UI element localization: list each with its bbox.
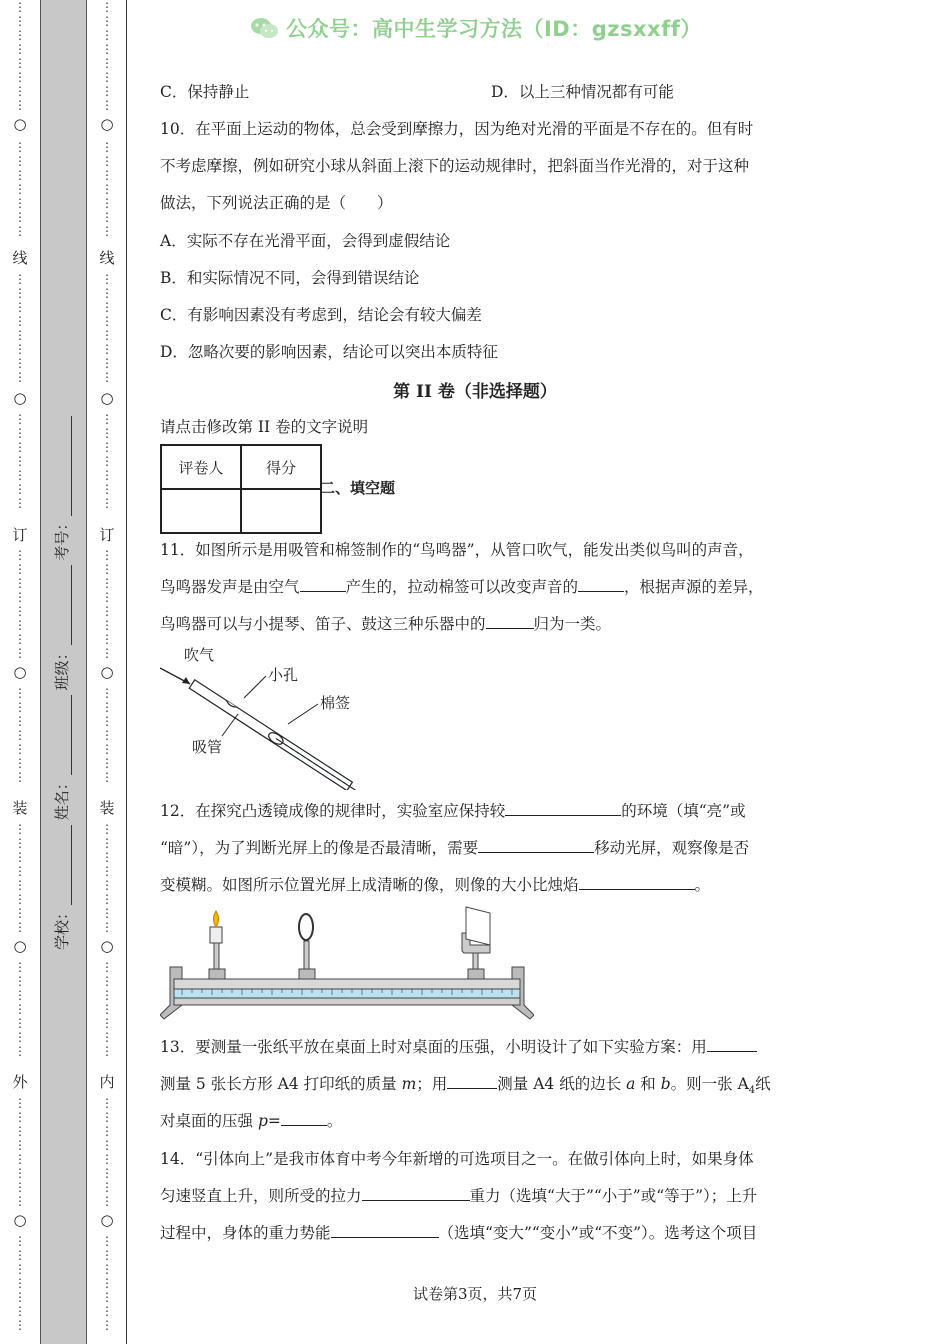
q13-text: 。则一张 A [670,1075,749,1093]
circle-mark: ○ [13,389,27,407]
header-watermark [250,10,702,46]
q11-blank-1[interactable] [300,577,346,592]
q9-option-d: D．以上三种情况都有可能 [491,83,674,101]
score-table [160,444,322,534]
q13-line-2 [160,1072,771,1096]
label-hole: 小孔 [268,666,299,684]
label-blow: 吹气 [184,646,215,664]
optical-bench-figure [160,905,534,1025]
q12-line-3 [160,873,710,895]
q14-text: 过程中，身体的重力势能 [160,1224,331,1242]
outer-mark-4: 外 [12,1073,28,1091]
binding-gutter-inner [86,0,126,1344]
q13-var-p: p [257,1112,268,1130]
label-straw: 吸管 [192,738,223,756]
q12-text: “暗”），为了判断光屏上的像是否最清晰，需要 [160,839,479,857]
straw-tube [189,680,379,790]
q13-text: 测量 A4 纸的边长 [497,1075,627,1093]
circle-mark: ○ [100,115,114,133]
q10-option-d: D．忽略次要的影响因素，结论可以突出本质特征 [160,343,498,361]
q14-text: （选填“变大”“变小”或“不变”）。选考这个项目 [438,1224,758,1242]
dotted-line: ⋮ ⋮ ⋮ ⋮ ⋮ ⋮ ⋮ [14,1234,26,1332]
q10-stem-line-3: 做法，下列说法正确的是（ ） [160,194,393,212]
inner-mark-1: 线 [99,249,115,267]
bench-rail-bottom [174,998,520,1005]
part2-note: 请点击修改第 II 卷的文字说明 [160,418,369,436]
q12-blank-3[interactable] [579,875,695,890]
q14-line-2 [160,1184,757,1206]
inner-mark-4: 内 [99,1073,115,1091]
dotted-line: ⋮ ⋮ ⋮ ⋮ ⋮ ⋮ ⋮ [101,412,113,510]
dotted-line: ⋮ ⋮ ⋮ ⋮ ⋮ ⋮ ⋮ ⋮ [14,272,26,384]
inner-mark-2: 订 [99,526,115,544]
lens-icon [299,914,315,979]
q9-option-c: C．保持静止 [160,83,250,101]
q13-var-m: m [401,1075,417,1093]
q11-blank-3[interactable] [486,614,534,629]
section-heading: 二、填空题 [320,479,396,497]
binding-strip [40,0,87,1344]
header-text: 公众号：高中生学习方法（ID：gzsxxff） [286,17,702,41]
q12-text: 变模糊。如图所示位置光屏上成清晰的像，则像的大小比烛焰 [160,876,579,894]
dotted-line: ⋮ ⋮ ⋮ ⋮ ⋮ ⋮ ⋮ ⋮ [14,0,26,112]
q11-text: 鸟鸣器发声是由空气 [160,578,300,596]
dotted-line: ⋮ ⋮ ⋮ ⋮ ⋮ ⋮ ⋮ ⋮ [101,1096,113,1208]
q14-line-1: 14．“引体向上”是我市体育中考今年新增的可选项目之一。在做引体向上时，如果身体 [160,1150,754,1168]
q11-blank-2[interactable] [578,577,624,592]
q14-blank-1[interactable] [362,1186,470,1201]
dotted-line: ⋮ ⋮ ⋮ ⋮ ⋮ ⋮ ⋮ [14,140,26,238]
q13-text: 。 [326,1112,343,1130]
field-name: 姓名： [53,775,71,821]
q14-line-3 [160,1221,757,1243]
dotted-line: ⋮ ⋮ ⋮ ⋮ ⋮ ⋮ ⋮ ⋮ [101,548,113,660]
q12-text: 。 [694,876,711,894]
q13-line-1 [160,1035,757,1057]
dotted-line: ⋮ ⋮ ⋮ ⋮ ⋮ ⋮ ⋮ [101,686,113,784]
circle-mark: ○ [13,115,27,133]
binding-gutter-outer [0,0,40,1344]
dotted-line: ⋮ ⋮ ⋮ ⋮ ⋮ ⋮ ⋮ ⋮ [14,548,26,660]
q10-stem-line-2: 不考虑摩擦，例如研究小球从斜面上滚下的运动规律时，把斜面当作光滑的，对于这种 [160,157,750,175]
q12-line-1 [160,799,746,821]
circle-mark: ○ [100,937,114,955]
name-blank[interactable] [71,695,72,775]
dotted-line: ⋮ ⋮ ⋮ ⋮ ⋮ ⋮ ⋮ [14,412,26,510]
gutter-border [126,0,127,1344]
circle-mark: ○ [13,937,27,955]
bench-rail-top [174,979,520,989]
circle-mark: ○ [100,389,114,407]
q13-var-a: a [626,1075,636,1093]
class-blank[interactable] [71,565,72,645]
q11-text: ，根据声源的差异， [624,578,764,596]
dotted-line: ⋮ ⋮ ⋮ ⋮ ⋮ ⋮ ⋮ ⋮ [14,822,26,934]
field-school: 学校： [53,904,71,950]
q11-text: 产生的，拉动棉签可以改变声音的 [345,578,579,596]
q13-line-3 [160,1109,342,1131]
q13-text: 纸 [755,1075,771,1093]
circle-mark: ○ [13,1211,27,1229]
dotted-line: ⋮ ⋮ ⋮ ⋮ ⋮ ⋮ ⋮ ⋮ [101,0,113,112]
part2-title: 第 II 卷（非选择题） [393,382,557,402]
score-table-header-score: 得分 [241,445,321,489]
circle-mark: ○ [100,663,114,681]
q13-subscript: 4 [748,1085,756,1097]
q13-text: 和 [635,1075,661,1093]
q10-option-b: B．和实际情况不同，会得到错误结论 [160,269,420,287]
dotted-line: ⋮ ⋮ ⋮ ⋮ ⋮ ⋮ ⋮ ⋮ [101,822,113,934]
q14-text: 匀速竖直上升，则所受的拉力 [160,1187,362,1205]
q10-option-c: C．有影响因素没有考虑到，结论会有较大偏差 [160,306,482,324]
q13-text: ；用 [416,1075,448,1093]
bench-scale [174,989,520,998]
q13-text: 测量 5 张长方形 A4 打印纸的质量 [160,1075,402,1093]
q11-line-3 [160,612,611,634]
dotted-line: ⋮ ⋮ ⋮ ⋮ ⋮ ⋮ ⋮ [101,960,113,1058]
dotted-line: ⋮ ⋮ ⋮ ⋮ ⋮ ⋮ ⋮ [101,1234,113,1332]
outer-mark-1: 线 [12,249,28,267]
q12-text: 12．在探究凸透镜成像的规律时，实验室应保持较 [160,802,506,820]
candle-icon [209,911,225,979]
q11-line-2 [160,575,764,597]
circle-mark: ○ [100,1211,114,1229]
field-exam-id: 考号： [53,515,71,561]
q13-text: 对桌面的压强 [160,1112,258,1130]
dotted-line: ⋮ ⋮ ⋮ ⋮ ⋮ ⋮ ⋮ [14,686,26,784]
q11-text: 鸟鸣器可以与小提琴、笛子、鼓这三种乐器中的 [160,615,486,633]
score-cell[interactable] [241,489,321,533]
q11-line-1: 11．如图所示是用吸管和棉签制作的“鸟鸣器”，从管口吹气，能发出类似鸟叫的声音， [160,541,754,559]
page-footer: 试卷第3页，共7页 [412,1285,538,1303]
q13-text: = [267,1112,281,1130]
wechat-icon [250,16,278,40]
q12-line-2 [160,836,749,858]
bird-whistle-figure [160,640,390,790]
q13-blank-3[interactable] [281,1111,327,1126]
screen-icon [462,907,490,979]
outer-mark-2: 订 [12,526,28,544]
q13-text: 13．要测量一张纸平放在桌面上时对桌面的压强，小明设计了如下实验方案：用 [160,1038,707,1056]
circle-mark: ○ [13,663,27,681]
q12-blank-1[interactable] [505,801,621,816]
school-blank[interactable] [71,825,72,905]
field-class: 班级： [53,645,71,691]
q10-stem-line-1: 10．在平面上运动的物体，总会受到摩擦力，因为绝对光滑的平面是不存在的。但有时 [160,120,754,138]
dotted-line: ⋮ ⋮ ⋮ ⋮ ⋮ ⋮ ⋮ [14,960,26,1058]
outer-mark-3: 装 [12,799,28,817]
dotted-line: ⋮ ⋮ ⋮ ⋮ ⋮ ⋮ ⋮ ⋮ [101,272,113,384]
inner-mark-3: 装 [99,799,115,817]
q13-blank-1[interactable] [707,1037,757,1052]
dotted-line: ⋮ ⋮ ⋮ ⋮ ⋮ ⋮ ⋮ ⋮ [14,1096,26,1208]
dotted-line: ⋮ ⋮ ⋮ ⋮ ⋮ ⋮ ⋮ [101,140,113,238]
q13-var-b: b [660,1075,671,1093]
score-table-header-grader: 评卷人 [161,445,241,489]
q14-blank-2[interactable] [331,1223,439,1238]
q12-text: 的环境（填“亮”或 [621,802,746,820]
exam-id-blank[interactable] [71,416,72,516]
q12-blank-2[interactable] [478,838,594,853]
q12-text: 移动光屏，观察像是否 [594,839,750,857]
q13-blank-2[interactable] [447,1074,497,1089]
student-info-fields [51,416,72,950]
q14-text: 重力（选填“大于”“小于”或“等于”）；上升 [469,1187,758,1205]
grader-cell[interactable] [161,489,241,533]
q11-text: 归为一类。 [533,615,612,633]
q10-option-a: A．实际不存在光滑平面，会得到虚假结论 [160,232,451,250]
label-swab: 棉签 [320,694,351,712]
